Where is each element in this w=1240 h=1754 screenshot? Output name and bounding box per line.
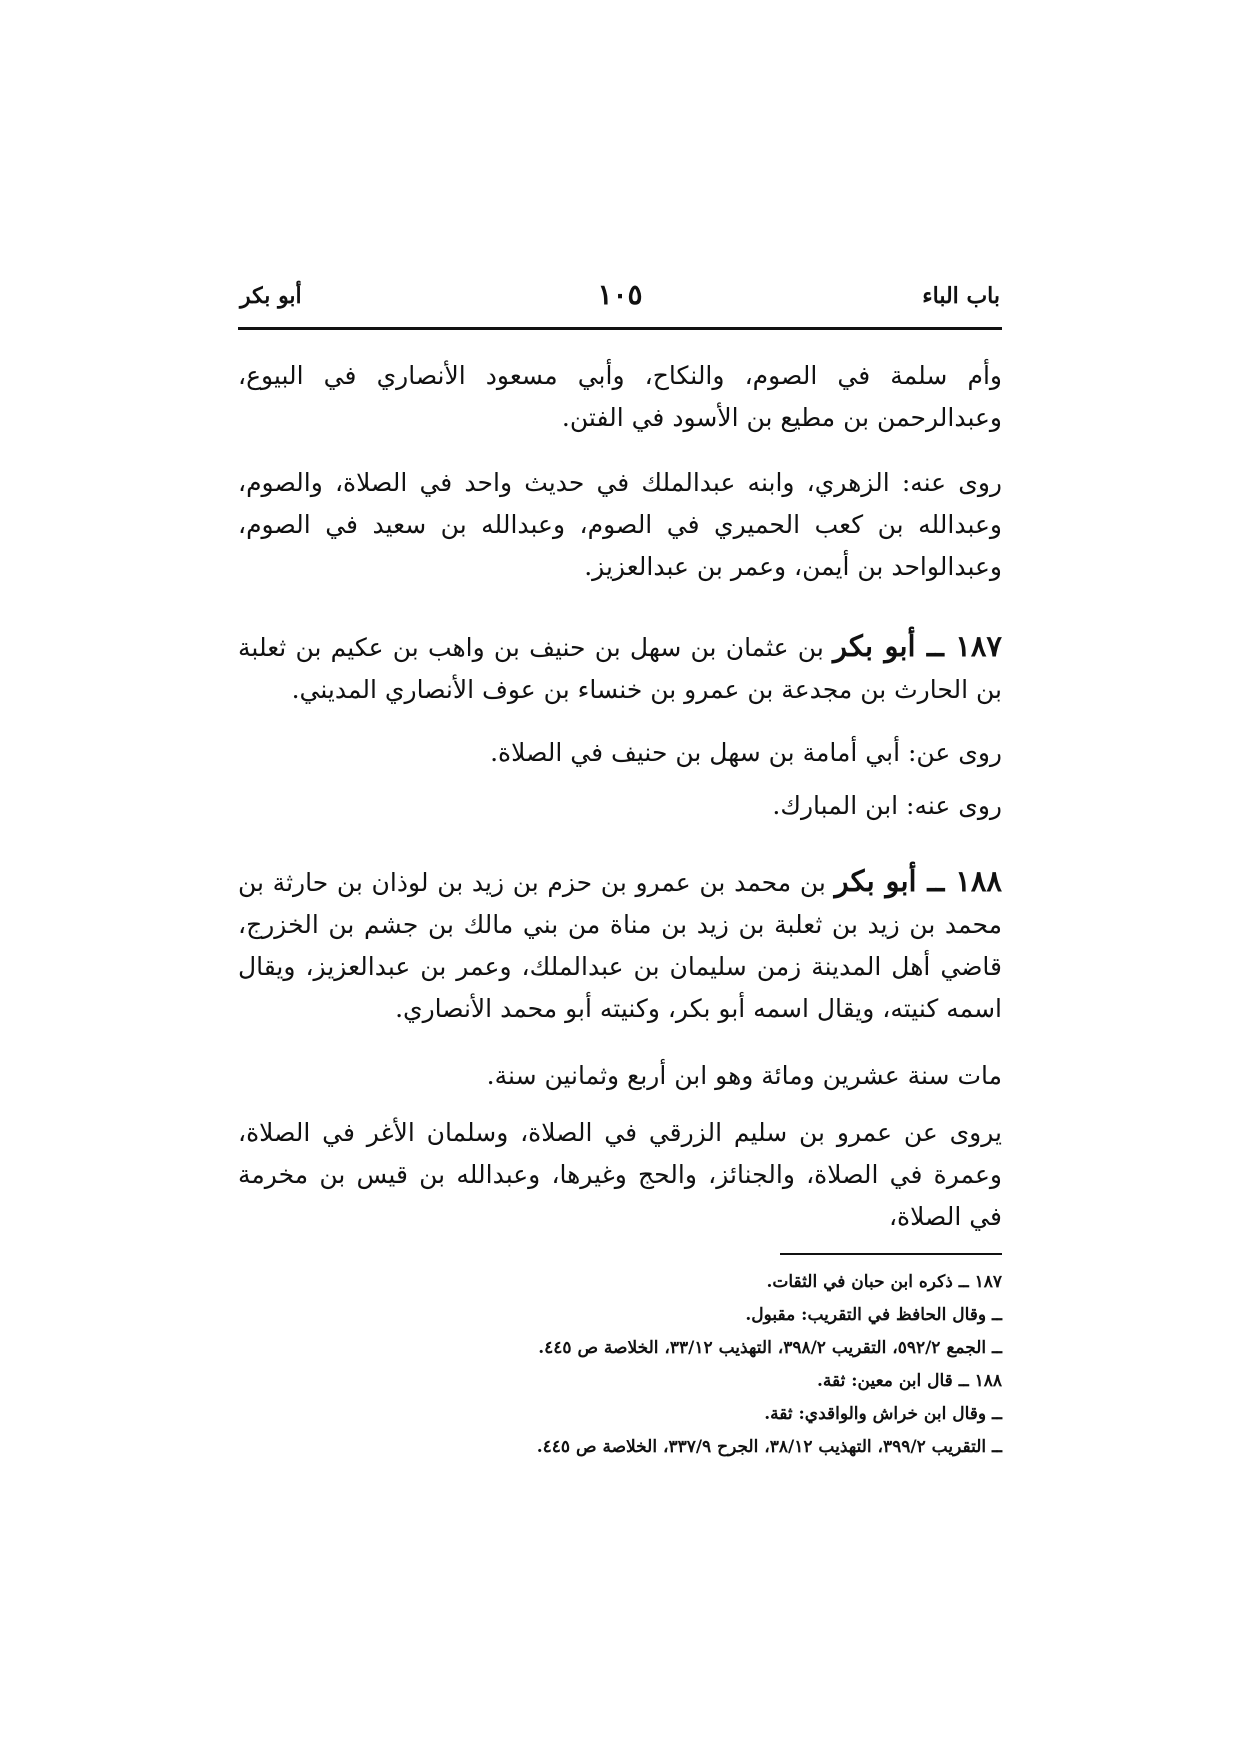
entry-188 bbox=[238, 860, 1002, 1030]
footnote-line: ــ الجمع ٥٩٢/٢، التقريب ٣٩٨/٢، التهذيب ٣٣/١٢، الخلاصة ص ٤٤٥. bbox=[538, 1338, 1002, 1358]
entry-text: بن محمد بن عمرو بن حزم بن زيد بن لوذان بن حارثة بن محمد بن زيد بن ثعلبة بن زيد بن مناة من بني مالك بن جشم بن الخزرج، قاضي أهل المدينة زمن سليمان بن عبدالملك، وعمر بن عبدالعزيز، ويقال اسمه كنيته، ويقال اسمه أبو بكر، وكنيته أبو محمد الأنصاري. bbox=[238, 868, 1002, 1023]
paragraph-text: وأم سلمة في الصوم، والنكاح، وأبي مسعود الأنصاري في البيوع، وعبدالرحمن بن مطيع بن الأسود في الفتن. bbox=[238, 361, 1002, 432]
paragraph-narrators-from bbox=[238, 462, 1002, 588]
chapter-title: باب الباء bbox=[922, 283, 1000, 309]
footnote-line: ــ التقريب ٣٩٩/٢، التهذيب ٣٨/١٢، الجرح ٣٣٧/٩، الخلاصة ص ٤٤٥. bbox=[536, 1437, 1002, 1457]
paragraph-continued bbox=[238, 355, 1002, 439]
running-title: أبو بكر bbox=[240, 283, 302, 309]
entry-paragraph bbox=[238, 860, 1002, 1030]
footnote-line: ــ وقال الحافظ في التقريب: مقبول. bbox=[745, 1305, 1002, 1325]
entry-187 bbox=[238, 625, 1002, 711]
paragraph-death bbox=[238, 1055, 1002, 1097]
entry-heading: ١٨٨ ــ أبو بكر bbox=[834, 864, 1002, 898]
entry-text: بن عثمان بن سهل بن حنيف بن واهب بن عكيم بن ثعلبة بن الحارث بن مجدعة بن عمرو بن خنساء بن عوف الأنصاري المديني. bbox=[238, 633, 1002, 704]
entry-heading: ١٨٧ ــ أبو بكر bbox=[833, 629, 1002, 663]
entry-paragraph bbox=[238, 625, 1002, 711]
paragraph-text: روى عن: أبي أمامة بن سهل بن حنيف في الصلاة. bbox=[490, 738, 1002, 767]
header-rule bbox=[238, 327, 1002, 330]
footnote-line: ١٨٨ ــ قال ابن معين: ثقة. bbox=[816, 1371, 1002, 1391]
paragraph-narrations bbox=[238, 1112, 1002, 1238]
paragraph-text: مات سنة عشرين ومائة وهو ابن أربع وثمانين سنة. bbox=[486, 1061, 1002, 1090]
footnote-line: ــ وقال ابن خراش والواقدي: ثقة. bbox=[764, 1404, 1002, 1424]
paragraph-text: روى عنه: الزهري، وابنه عبدالملك في حديث واحد في الصلاة، والصوم، وعبدالله بن كعب الحميري في الصوم، وعبدالله بن سعيد في الصوم، وعبدالواحد بن أيمن، وعمر بن عبدالعزيز. bbox=[238, 468, 1002, 581]
paragraph-narrated-from bbox=[238, 732, 1002, 774]
paragraph-text: روى عنه: ابن المبارك. bbox=[772, 791, 1002, 820]
footnote-line: ١٨٧ ــ ذكره ابن حبان في الثقات. bbox=[766, 1272, 1002, 1292]
paragraph-narrators-from bbox=[238, 785, 1002, 827]
page-number: ١٠٥ bbox=[597, 278, 643, 311]
footnote-rule bbox=[780, 1253, 1002, 1255]
paragraph-text: يروى عن عمرو بن سليم الزرقي في الصلاة، وسلمان الأغر في الصلاة، وعمرة في الصلاة، والجنائز، والحج وغيرها، وعبدالله بن قيس بن مخرمة في الصلاة، bbox=[238, 1118, 1002, 1231]
